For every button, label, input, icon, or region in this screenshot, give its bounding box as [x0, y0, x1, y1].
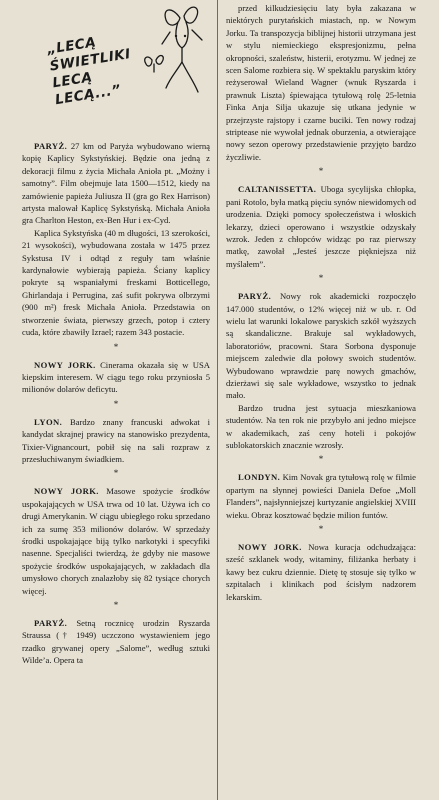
article-text: Nowy rok akademicki rozpoczęło 147.000 studentów, o 12% więcej niż w ub. r. Od wielu lat warunki lokalowe paryskich szkół wyższych są skandaliczne. Brakuje sal wykładowych, laboratoriów, pracowni. Stara Sorbona dysponuje miejscem zaledwie dla połowy swoich studentów. Wybudowano wprawdzie parę nowych gmachów, dzierżawi się sale wykładowe, wszystko to jednak mało. [226, 291, 416, 401]
column-header [26, 0, 214, 140]
article-dateline: NOWY JORK. [238, 542, 302, 553]
article-dateline: NOWY JORK. [34, 486, 99, 497]
article-paragraph [22, 140, 210, 227]
article-separator: * [113, 468, 119, 479]
article-dateline: CALTANISSETTA. [238, 184, 317, 195]
article-paragraph [226, 2, 416, 163]
article-separator: * [318, 524, 324, 535]
article-paragraph [226, 290, 416, 402]
article-text: Kaplica Sykstyńska (40 m długości, 13 szerokości, 21 wysokości), wybudowana została w 1475 przez Sykstusa IV i odtąd z reguły tam właśnie kardynałowie wybierają papieża. Ściany kaplicy pokryte są wspaniałymi freskami Botticellego, Ghirlandaja i Perrugina, zaś sufit pokrywa olbrzymi (900 m²) fresk Michała Anioła. Przedstawia on stworzenie świata, pierwszy grzech, potop i cztery cuda, które zbawiły Izrael; razem 343 postacie. [22, 227, 210, 338]
article-text: Nowa kuracja odchudzająca: sześć szklanek wody, witaminy, filiżanka herbaty i kawy bez cukru dziennie. Dietę tę stosuje się tylko w szpitalach i klinikach pod ścisłym nadzorem lekarskim. [226, 542, 416, 602]
article-text: Masowe spożycie środków uspokajających w USA trwa od 10 lat. Używa ich co drugi Amerykanin. W ciągu ubiegłego roku sprzedano ich za sumę 353 milionów dolarów. W sprzedaży środki uspokajające biją tylko narkotyki i specyfiki nasenne. Specjaliści twierdzą, że gdyby nie masowe spożycie środków uspokajających, w zakładach dla umysłowo chorych znalazłoby się 82 tysiące chorych więcej. [22, 486, 210, 596]
article-paragraph [226, 402, 416, 452]
article-dateline: PARYŻ. [238, 291, 272, 302]
right-articles [226, 2, 416, 603]
article-dateline: NOWY JORK. [34, 359, 96, 370]
article-text: Setną rocznicę urodzin Ryszarda Straussa († 1949) uczczono wystawieniem jego rzadko grywanej opery „Salome”, według sztuki Wilde’a. Opera ta [22, 618, 210, 666]
article-paragraph [226, 471, 416, 521]
article-separator: * [113, 341, 119, 352]
article-separator: * [113, 398, 119, 409]
column-title: „LECĄ ŚWIETLIKI LECĄ LECĄ...” [46, 34, 132, 109]
article-separator: * [318, 166, 324, 177]
article-dateline: PARYŻ. [34, 141, 68, 151]
article-separator: * [318, 273, 324, 284]
article-paragraph [22, 617, 210, 667]
article-text: 27 km od Paryża wybudowano wierną kopię Kaplicy Sykstyńskiej. Będzie ona jedną z dekoracji filmu z życia Michała Anioła pt. „Możny i samotny”. Film obejmuje lata 1500—1512, kiedy na zamówienie papieża Juliusza II (gra go Rex Harrison) artysta malował Kaplicę Sykstyńską. Michała Anioła gra Charlton Heston, ex-Ben Hur i ex-Cyd. [22, 141, 210, 226]
article-paragraph [22, 416, 210, 466]
article-text: Kim Novak gra tytułową rolę w filmie opartym na słynnej powieści Daniela Defoe „Moll Flanders”, najsłynniejszej kurtyzanie angielskiej XVIII wieku. Obraz kosztować będzie milion funtów. [226, 472, 416, 520]
article-paragraph [22, 359, 210, 396]
article-dateline: LONDYN. [238, 472, 281, 483]
article-separator: * [113, 600, 119, 610]
column-rule [217, 0, 218, 800]
article-text: Bardzo znany francuski adwokat i kandydat skrajnej prawicy na stanowisko prezydenta, Tixier-Vignancourt, pobił się na sali rozpraw z przesłuchiwanym świadkiem. [22, 416, 210, 464]
article-text: przed kilkudziesięciu laty była zakazana w niektórych purytańskich miastach, np. w Nowym Jorku. Ta transpozycja biblijnej historii utrzymana jest w stylu niemieckiego ekspresjonizmu, pełna okropności, szaleństw, histerii, erotyzmu. W jednej ze scen Salome rozbiera się. W spektaklu paryskim który reżyserował Wieland Wagner (wnuk Ryszarda i prawnuk Liszta) śpiewająca tytułową rolę 25-letnia Finka Anja Silja ukazuje się utkana jedynie w przejrzyste rajstopy i czarne buciki. Ten nowy rodzaj striptease nie wywołał jednak oburzenia, a otwierające nowy sezon operowy przedstawienie przyjęto bardzo życzliwie. [226, 3, 416, 162]
left-column [22, 0, 210, 800]
article-paragraph [22, 227, 210, 339]
fireflies-illustration [122, 0, 214, 140]
article-dateline: LYON. [34, 416, 63, 427]
right-column [226, 0, 416, 800]
article-text: Bardzo trudna jest sytuacja mieszkaniowa studentów. Na ten rok nie przybyło ani jedno miejsce w akademikach, zaś ceny hoteli i pokojów sublokatorskich znacznie wzrosły. [226, 402, 416, 450]
article-paragraph [226, 541, 416, 603]
article-dateline: PARYŻ. [34, 618, 68, 628]
article-text: Uboga sycylijska chłopka, pani Rotolo, była matką pięciu synów niewidomych od urodzenia. Dzięki pomocy społeczeństwa i włoskich lekarzy, dzieci operowano i wszystkie odzyskały wzrok. Jeden z chłopców widząc po raz pierwszy matkę, zawołał „Jesteś jeszcze piękniejsza niż myślałem”. [226, 184, 416, 269]
article-separator: * [318, 454, 324, 465]
article-paragraph [226, 183, 416, 270]
article-text: Cinerama okazała się w USA kiepskim interesem. W ciągu tego roku przyniosła 5 milionów dolarów deficytu. [22, 359, 210, 395]
left-articles [22, 140, 210, 667]
article-paragraph [22, 485, 210, 597]
